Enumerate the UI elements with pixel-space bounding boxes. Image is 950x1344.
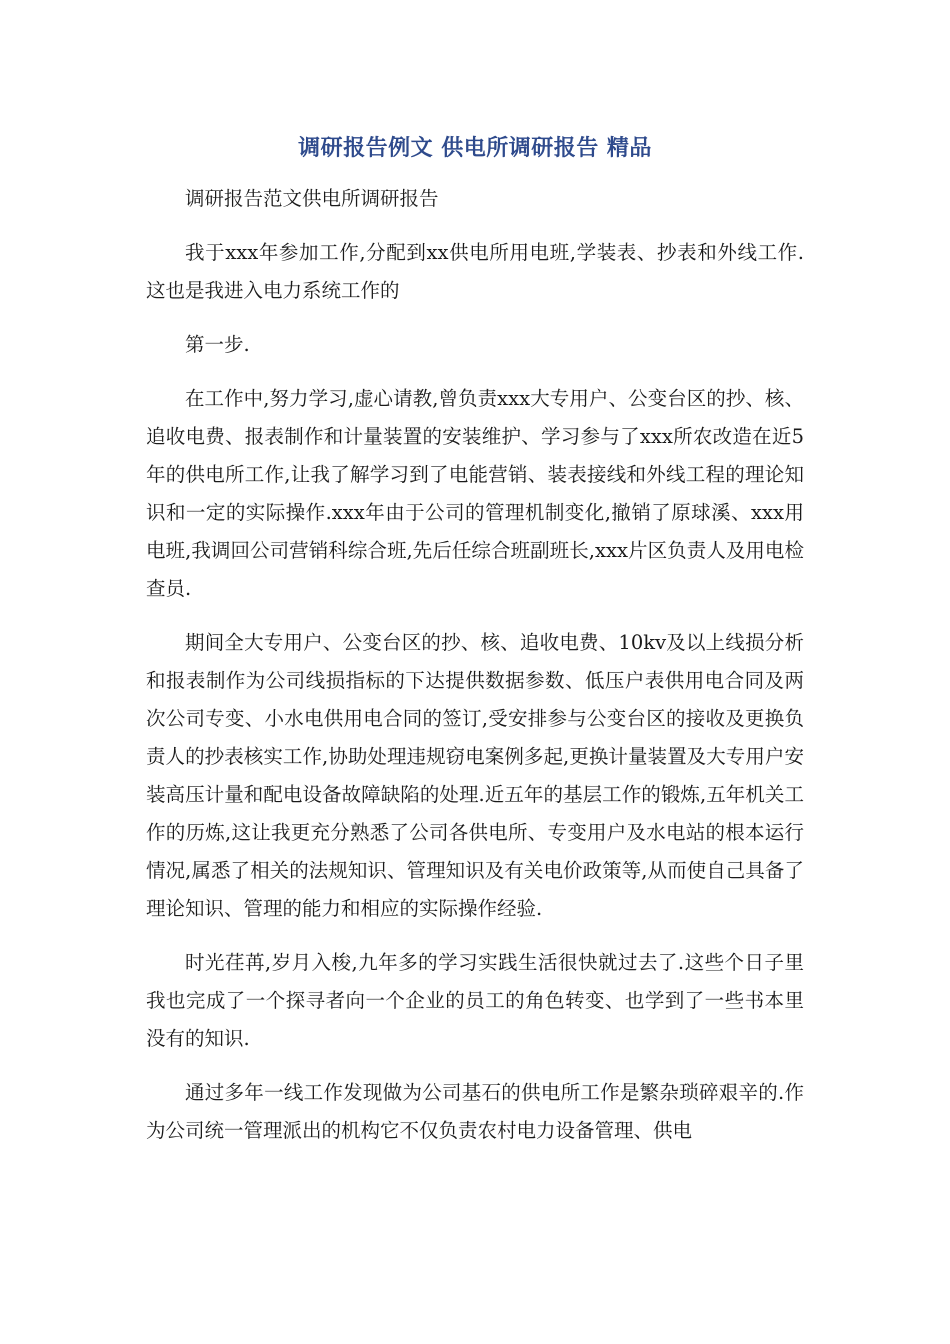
- paragraph-intro: 我于xxx年参加工作,分配到xx供电所用电班,学装表、抄表和外线工作.这也是我进入电力系统工作的: [146, 241, 804, 302]
- paragraph-responsibilities: 期间全大专用户、公变台区的抄、核、追收电费、10kv及以上线损分析和报表制作为公司线损指标的下达提供数据参数、低压户表供用电合同及两次公司专变、小水电供用电合同的签订,受安排参与公变台区的接收及更换负责人的抄表核实工作,协助处理违规窃电案例多起,更换计量装置及大专用户安装高压计量和配电设备故障缺陷的处理.近五年的基层工作的锻炼,五年机关工作的历炼,这让我更充分熟悉了公司各供电所、专变用户及水电站的根本运行情况,属悉了相关的法规知识、管理知识及有关电价政策等,从而使自己具备了理论知识、管理的能力和相应的实际操作经验.: [146, 631, 804, 920]
- paragraph-findings: 通过多年一线工作发现做为公司基石的供电所工作是繁杂琐碎艰辛的.作为公司统一管理派出的机构它不仅负责农村电力设备管理、供电: [146, 1081, 804, 1142]
- document-body: [146, 180, 804, 1166]
- document-title: 调研报告例文 供电所调研报告 精品: [298, 136, 652, 161]
- paragraph-first-step: 第一步.: [185, 333, 250, 356]
- paragraph-subtitle: 调研报告范文供电所调研报告: [185, 187, 439, 210]
- paragraph-work-experience: 在工作中,努力学习,虚心请教,曾负责xxx大专用户、公变台区的抄、核、追收电费、报表制作和计量装置的安装维护、学习参与了xxx所农改造在近5年的供电所工作,让我了解学习到了电能营销、装表接线和外线工程的理论知识和一定的实际操作.xxx年由于公司的管理机制变化,撤销了原球溪、xxx用电班,我调回公司营销科综合班,先后任综合班副班长,xxx片区负责人及用电检查员.: [146, 387, 804, 600]
- paragraph-reflection: 时光荏苒,岁月入梭,九年多的学习实践生活很快就过去了.这些个日子里我也完成了一个探寻者向一个企业的员工的角色转变、也学到了一些书本里没有的知识.: [146, 951, 804, 1050]
